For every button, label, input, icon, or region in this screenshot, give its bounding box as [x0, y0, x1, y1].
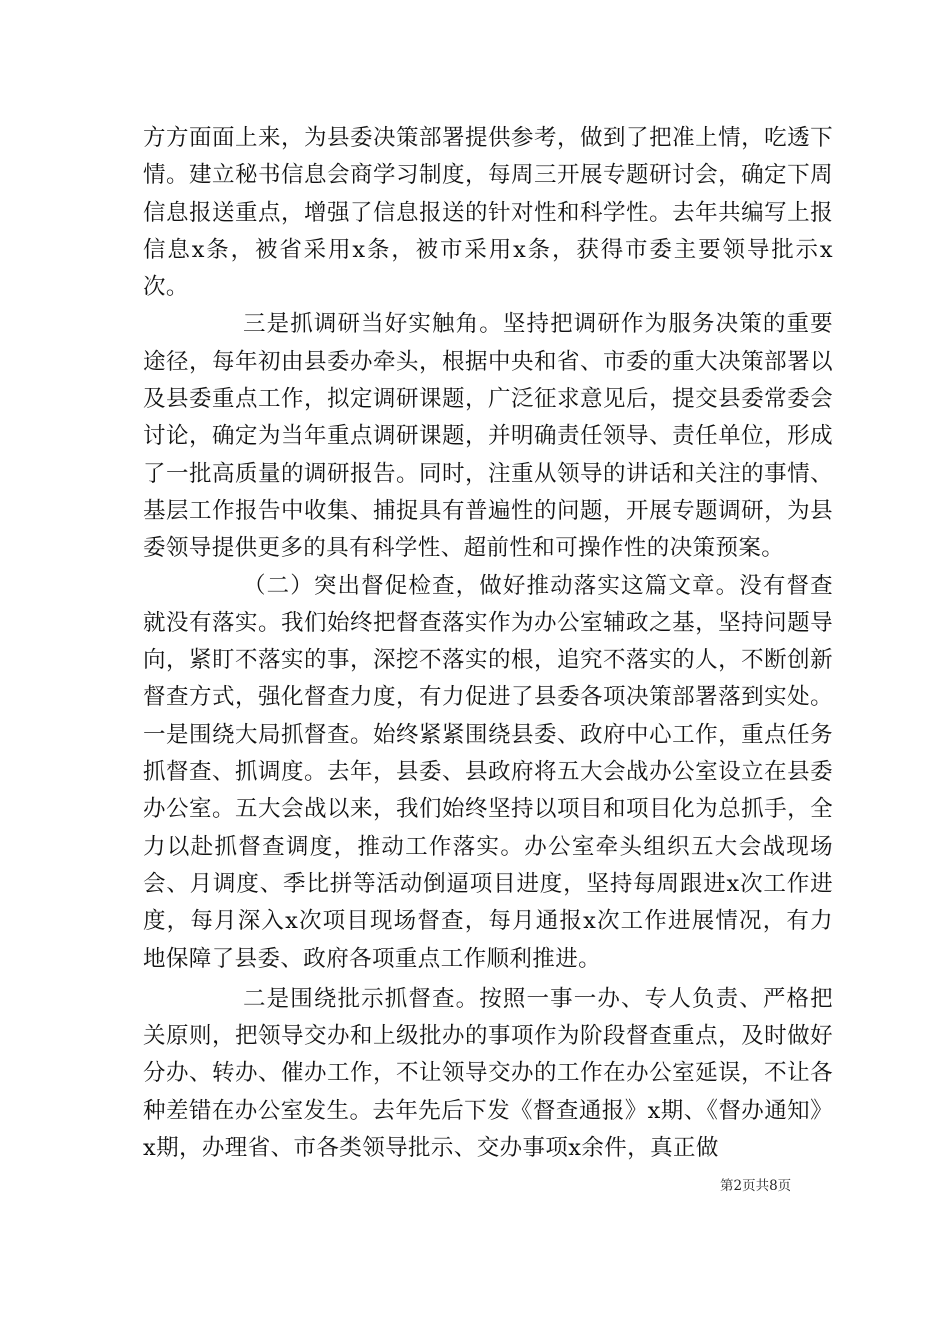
paragraph-info-report: 方方面面上来，为县委决策部署提供参考，做到了把准上情，吃透下情。建立秘书信息会商学习制度，每周三开展专题研讨会，确定下周信息报送重点，增强了信息报送的针对性和科学性。去年共编写上报信息x条，被省采用x条，被市采用x条，获得市委主要领导批示x次。	[143, 125, 833, 301]
paragraph-research: 三是抓调研当好实触角。坚持把调研作为服务决策的重要途径，每年初由县委办牵头，根据中央和省、市委的重大决策部署以及县委重点工作，拟定调研课题，广泛征求意见后，提交县委常委会讨论，确定为当年重点调研课题，并明确责任领导、责任单位，形成了一批高质量的调研报告。同时，注重从领导的讲话和关注的事情、基层工作报告中收集、捕捉具有普遍性的问题，开展专题调研，为县委领导提供更多的具有科学性、超前性和可操作性的决策预案。	[143, 311, 833, 562]
page-number: 第2页共8页	[720, 1178, 792, 1194]
paragraph-instructions: 二是围绕批示抓督查。按照一事一办、专人负责、严格把关原则，把领导交办和上级批办的事项作为阶段督查重点，及时做好分办、转办、催办工作，不让领导交办的工作在办公室延误，不让各种差错在办公室发生。去年先后下发《督查通报》x期、《督办通知》x期，办理省、市各类领导批示、交办事项x余件，真正做	[143, 985, 833, 1162]
document-body	[143, 120, 833, 1167]
paragraph-supervision: （二）突出督促检查，做好推动落实这篇文章。没有督查就没有落实。我们始终把督查落实作为办公室辅政之基，坚持问题导向，紧盯不落实的事，深挖不落实的根，追究不落实的人，不断创新督查方式，强化督查力度，有力促进了县委各项决策部署落到实处。一是围绕大局抓督查。始终紧紧围绕县委、政府中心工作，重点任务抓督查、抓调度。去年，县委、县政府将五大会战办公室设立在县委办公室。五大会战以来，我们始终坚持以项目和项目化为总抓手，全力以赴抓督查调度，推动工作落实。办公室牵头组织五大会战现场会、月调度、季比拼等活动倒逼项目进度，坚持每周跟进x次工作进度，每月深入x次项目现场督查，每月通报x次工作进展情况，有力地保障了县委、政府各项重点工作顺利推进。	[143, 572, 833, 972]
